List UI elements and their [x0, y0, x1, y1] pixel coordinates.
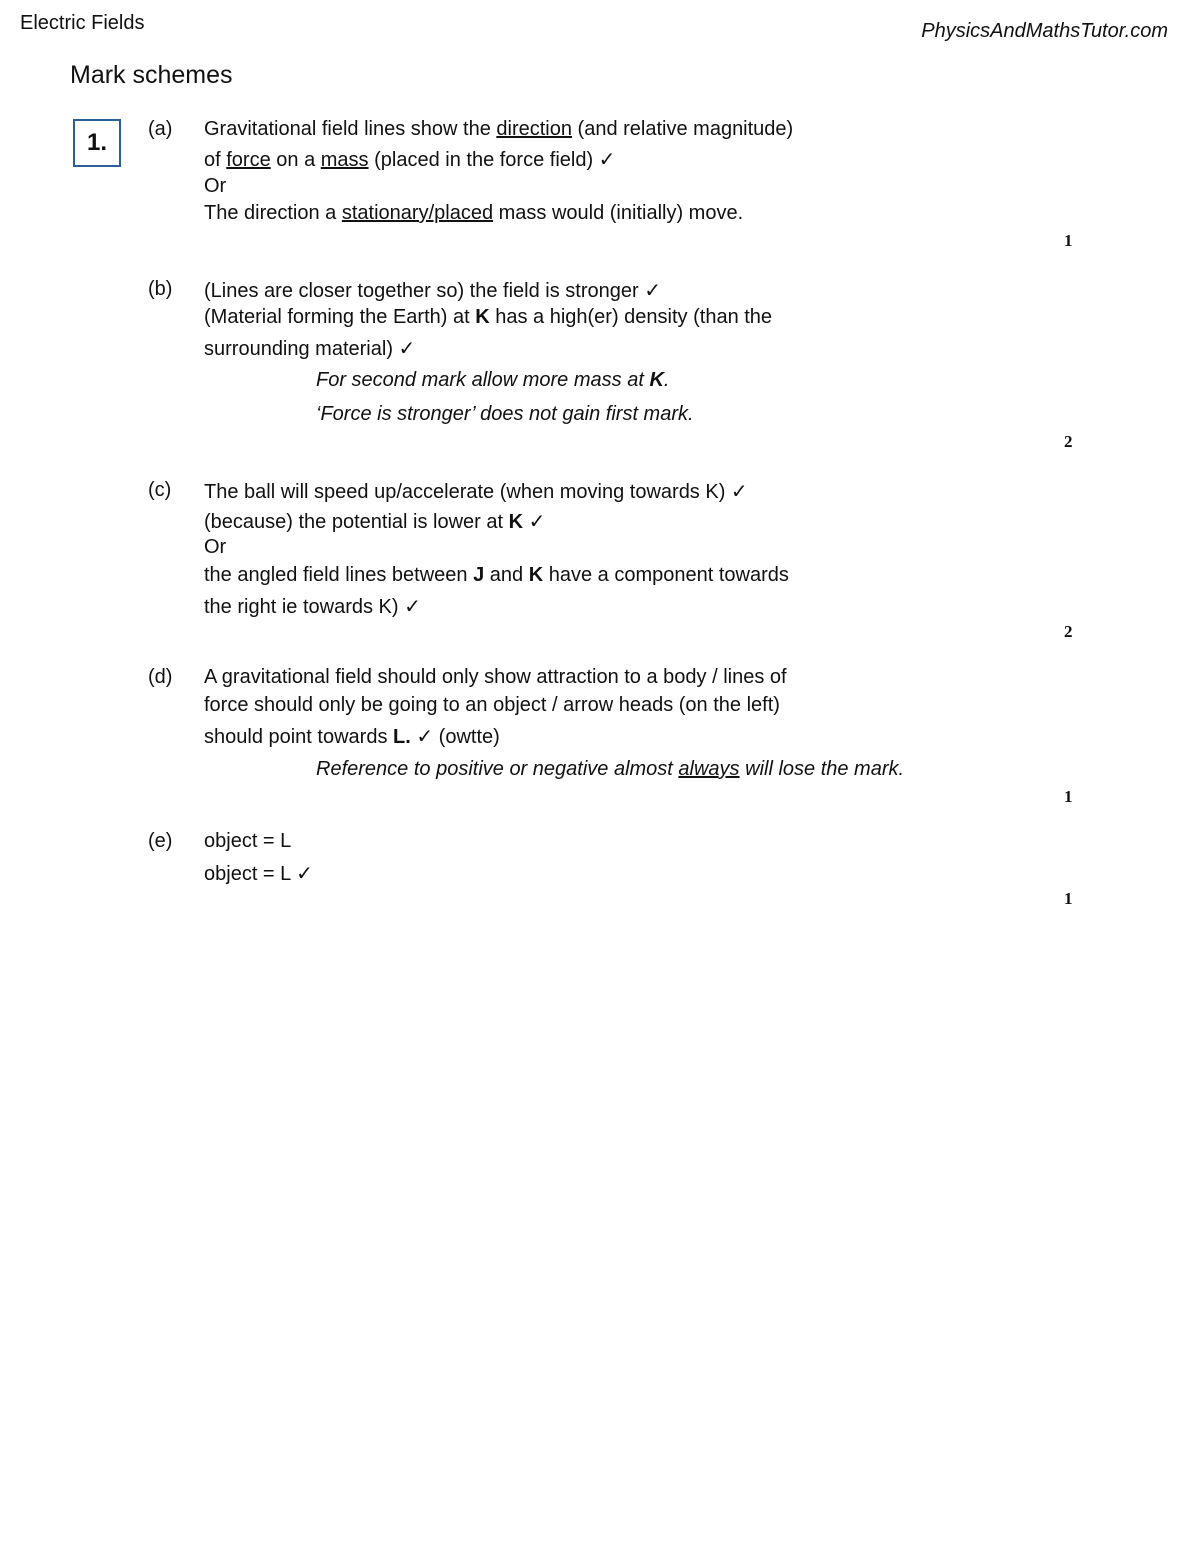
part-d-note-1 — [316, 758, 904, 781]
part-b-mark: 2 — [1064, 432, 1073, 451]
text-span: ✓ — [523, 511, 546, 533]
underlined-text: force — [226, 149, 271, 171]
text-span: Gravitational field lines show the — [204, 118, 497, 140]
part-e-label: (e) — [148, 830, 173, 852]
part-b-note-2: ‘Force is stronger’ does not gain first mark. — [316, 403, 694, 425]
part-c-line-4 — [204, 564, 789, 587]
text-span: ✓ (owtte) — [410, 726, 500, 748]
part-c-line-2 — [204, 509, 545, 534]
bold-text: J — [473, 564, 485, 586]
part-c-line-1: The ball will speed up/accelerate (when moving towards K) ✓ — [204, 481, 748, 503]
header-source: PhysicsAndMathsTutor.com — [921, 20, 1168, 42]
bold-text: L. — [393, 726, 411, 748]
part-b-note-1 — [316, 369, 669, 392]
text-span: the angled field lines between — [204, 564, 474, 586]
part-a-label: (a) — [148, 118, 173, 140]
underlined-text: direction — [496, 118, 572, 140]
part-d-mark: 1 — [1064, 787, 1073, 806]
text-span: should point towards — [204, 726, 394, 748]
part-e-mark: 1 — [1064, 889, 1073, 908]
underlined-text: always — [678, 758, 740, 780]
part-b-line-1: (Lines are closer together so) the field is stronger ✓ — [204, 280, 661, 302]
text-span: (Material forming the Earth) at — [204, 306, 476, 328]
text-span: . — [663, 369, 670, 391]
part-b-line-3: surrounding material) ✓ — [204, 338, 416, 360]
part-a-line-4 — [204, 202, 743, 225]
text-span: The direction a — [204, 202, 342, 224]
text-span: mass would (initially) move. — [493, 202, 744, 224]
part-a-line-2 — [204, 147, 615, 172]
part-b-label: (b) — [148, 278, 173, 300]
bold-text: K — [475, 306, 490, 328]
text-span: (and relative magnitude) — [571, 118, 794, 140]
text-span: Reference to positive or negative almost — [316, 758, 679, 780]
part-e-line-1: object = L — [204, 830, 292, 852]
text-span: has a high(er) density (than the — [489, 306, 773, 328]
bold-text: K — [508, 511, 524, 533]
part-c-line-5: the right ie towards K) ✓ — [204, 596, 421, 618]
text-span: have a component towards — [543, 564, 789, 586]
text-span: For second mark allow more mass at — [316, 369, 650, 391]
text-span: will lose the mark. — [739, 758, 905, 780]
part-d-line-1: A gravitational field should only show attraction to a body / lines of — [204, 666, 787, 688]
part-e-line-2: object = L ✓ — [204, 863, 313, 885]
underlined-text: mass — [320, 149, 369, 171]
part-d-line-2: force should only be going to an object / arrow heads (on the left) — [204, 694, 780, 716]
part-c-mark: 2 — [1064, 622, 1073, 641]
question-number: 1. — [86, 129, 107, 156]
text-span: (placed in the force field) ✓ — [368, 149, 616, 171]
underlined-text: stationary/placed — [341, 202, 494, 224]
bold-text: K — [528, 564, 544, 586]
bold-text: K — [649, 369, 664, 391]
part-b-line-2 — [204, 306, 772, 329]
question-number-box — [73, 119, 121, 167]
part-a-mark: 1 — [1064, 231, 1073, 250]
part-c-label: (c) — [148, 479, 172, 501]
text-span: (because) the potential is lower at — [204, 511, 509, 533]
part-c-line-3: Or — [204, 536, 227, 558]
part-d-line-3 — [204, 724, 500, 749]
text-span: and — [484, 564, 529, 586]
text-span: on a — [270, 149, 321, 171]
text-span: of — [204, 149, 227, 171]
part-a-line-3: Or — [204, 175, 227, 197]
part-a-line-1 — [204, 118, 793, 141]
header-topic: Electric Fields — [20, 12, 145, 34]
page-title: Mark schemes — [70, 61, 233, 89]
part-d-label: (d) — [148, 666, 173, 688]
